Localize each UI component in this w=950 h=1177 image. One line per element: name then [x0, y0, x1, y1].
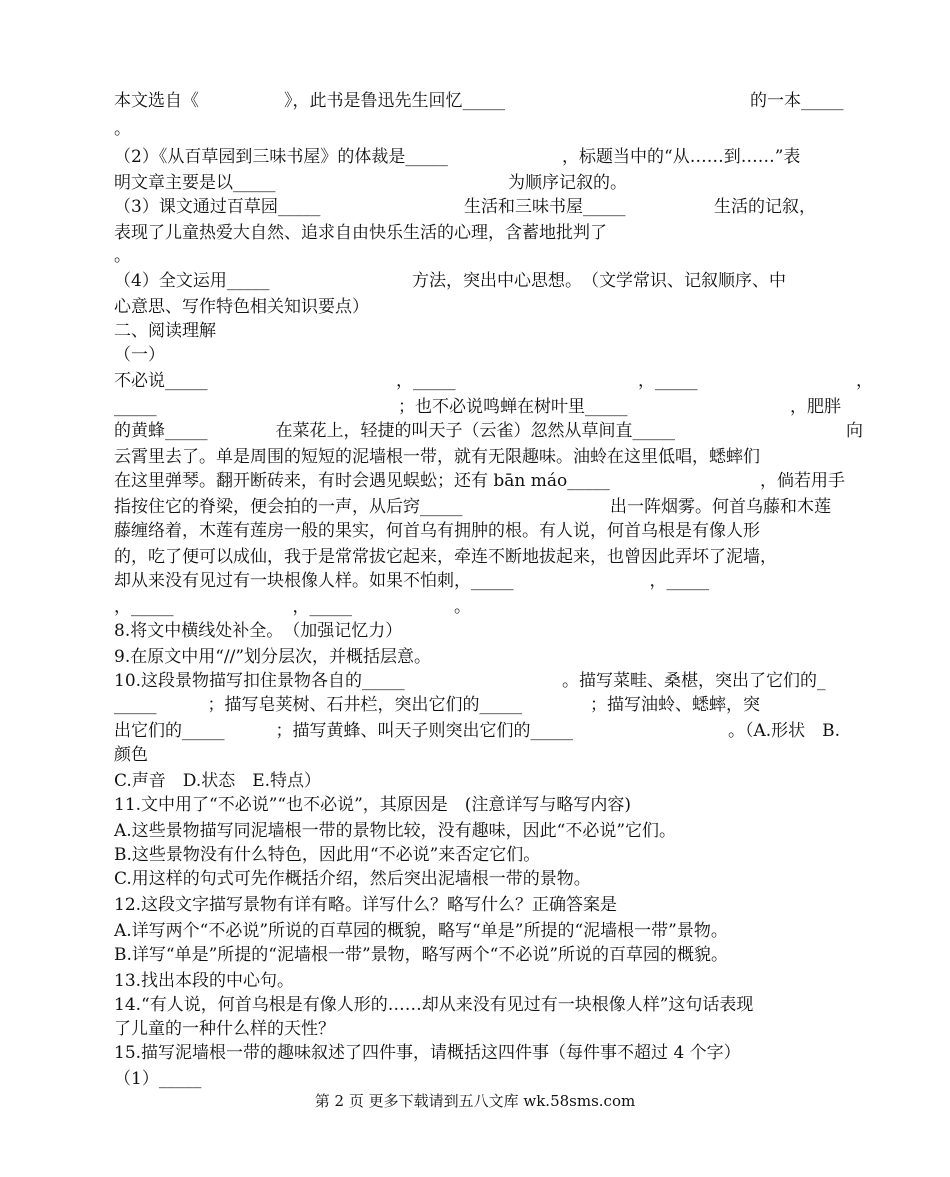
text-segment: B.详写“单是”所提的“泥墙根一带”景物，略写两个“不必说”所说的百草园的概貌。	[114, 945, 729, 965]
line-28	[114, 768, 862, 794]
line-5	[114, 194, 862, 220]
text-segment: 15.描写泥墙根一带的趣味叙述了四件事，请概括这四件事（每件事不超过 4 个字）	[114, 1043, 741, 1063]
text-segment: 明文章主要是以_____	[114, 173, 276, 193]
text-segment: 却从来没有见过有一块根像人样。如果不怕刺，_____ ，_____	[114, 571, 709, 591]
line-8	[114, 268, 862, 294]
text-segment: ，_____	[638, 371, 698, 391]
text-segment: 云霄里去了。单是周围的短短的泥墙根一带，就有无限趣味。油蛉在这里低唱，蟋蟀们	[114, 447, 760, 467]
line-4	[114, 170, 862, 196]
text-segment: 心意思、写作特色相关知识要点）	[114, 297, 369, 317]
text-segment: 。	[114, 119, 131, 139]
page-footer: 第 2 页 更多下载请到五八文库 wk.58sms.com	[314, 1092, 636, 1110]
heading-text: 二、阅读理解	[114, 321, 216, 341]
text-segment: 颜色	[114, 745, 148, 765]
line-12	[114, 368, 873, 394]
text-segment: 为顺序记叙的。	[508, 173, 627, 193]
text-segment: 。描写菜畦、桑椹，突出了它们的_	[562, 671, 826, 691]
text-segment: _____ ；描写皂荚树、石井栏，突出它们的_____ ；描写油蛉、蟋蟀，突	[114, 695, 760, 715]
line-29	[114, 792, 862, 818]
line-37	[114, 992, 862, 1018]
line-15	[114, 444, 862, 470]
text-segment: ，肥胖	[790, 397, 841, 417]
text-segment: 14.“有人说，何首乌根是有像人形的……却从来没有见过有一块根像人样”这句话表现	[114, 995, 754, 1015]
text-segment: 11.文中用了“不必说”“也不必说”，其原因是 (注意详写与略写内容)	[114, 795, 632, 815]
text-segment: 的，吃了便可以成仙，我于是常常拔它起来，牵连不断地拔起来，也曾因此弄坏了泥墙，	[114, 547, 777, 567]
text-segment: 指按住它的脊梁，便会拍的一声，从后窍_____	[114, 497, 463, 517]
line-23	[114, 644, 862, 670]
text-segment: A.这些景物描写同泥墙根一带的景物比较，没有趣味，因此“不必说”它们。	[114, 821, 677, 841]
text-segment: 10.这段景物描写扣住景物各自的_____	[114, 671, 405, 691]
text-segment: ，_____ ，_____ 。	[114, 597, 471, 617]
text-segment: 生活和三味书屋_____	[464, 197, 626, 217]
text-segment: 不必说_____	[114, 371, 208, 391]
line-20	[114, 568, 862, 594]
text-segment: ，倘若用手	[760, 471, 845, 491]
text-segment: 生活的记叙，	[714, 197, 816, 217]
line-30	[114, 818, 862, 844]
text-segment: 9.在原文中用“//”划分层次，并概括层意。	[114, 647, 432, 667]
text-segment: C.声音 D.状态 E.特点）	[114, 771, 322, 791]
text-segment: 。（A.形状 B.	[728, 721, 841, 741]
line-1	[114, 88, 862, 114]
line-9	[114, 294, 862, 320]
text-segment: 出一阵烟雾。何首乌藤和木莲	[610, 497, 831, 517]
text-segment: 的黄蜂_____ 在菜花上，轻捷的叫天子（云雀）忽然从草间直_____	[114, 421, 675, 441]
text-segment: C.用这样的句式可先作概括介绍，然后突出泥墙根一带的景物。	[114, 869, 591, 889]
line-38	[114, 1016, 862, 1042]
text-segment: 本文选自《 》，此书是鲁迅先生回忆_____	[114, 91, 505, 111]
text-segment: 。	[114, 246, 131, 266]
text-segment: 出它们的_____ ；描写黄蜂、叫天子则突出它们的_____	[114, 721, 573, 741]
line-25	[114, 692, 862, 718]
text-segment: 在这里弹琴。翻开断砖来，有时会遇见蜈蚣；还有 bān máo_____	[114, 471, 610, 491]
text-segment: ；也不必说鸣蝉在树叶里_____	[398, 397, 628, 417]
text-segment: （4）全文运用_____	[114, 271, 270, 291]
text-segment: A.详写两个“不必说”所说的百草园的概貌，略写“单是”所提的“泥墙根一带”景物。	[114, 921, 728, 941]
text-segment: 方法，突出中心思想。 （文学常识、记叙顺序、中	[412, 271, 786, 291]
line-7	[114, 243, 862, 269]
line-2	[114, 116, 862, 142]
line-36	[114, 968, 862, 994]
text-segment: B.这些景物没有什么特色，因此用“不必说”来否定它们。	[114, 845, 541, 865]
line-24	[114, 668, 862, 694]
text-segment: 12.这段文字描写景物有详有略。详写什么？略写什么？正确答案是	[114, 895, 618, 915]
text-segment: 藤缠络着，木莲有莲房一般的果实，何首乌有拥肿的根。有人说，何首乌根是有像人形	[114, 521, 760, 541]
line-31	[114, 842, 862, 868]
text-segment: （一）	[114, 345, 165, 365]
line-17	[114, 494, 862, 520]
line-27	[114, 742, 862, 768]
line-26	[114, 718, 862, 744]
line-21	[114, 594, 862, 620]
line-18	[114, 518, 862, 544]
line-19	[114, 544, 862, 570]
line-13	[114, 394, 862, 420]
line-16	[114, 468, 862, 494]
text-segment: （3）课文通过百草园_____	[114, 197, 321, 217]
line-11	[114, 342, 862, 368]
line-33	[114, 892, 862, 918]
text-segment: 向	[846, 421, 863, 441]
text-segment: ，	[856, 371, 873, 391]
text-segment: 表现了儿童热爱大自然、追求自由快乐生活的心理，含蓄地批判了	[114, 223, 607, 243]
text-segment: ，标题当中的“从……到……”表	[562, 147, 801, 167]
text-segment: 8.将文中横线处补全。 （加强记忆力）	[114, 621, 403, 641]
text-segment: _____	[114, 397, 157, 417]
section-heading	[114, 318, 862, 344]
line-32	[114, 866, 862, 892]
line-3	[114, 144, 862, 170]
line-34	[114, 918, 862, 944]
line-35	[114, 942, 862, 968]
text-segment: 的一本_____	[750, 91, 844, 111]
line-39	[114, 1040, 862, 1066]
text-segment: （2）《从百草园到三味书屋》的体裁是_____	[114, 147, 448, 167]
line-14	[114, 418, 862, 444]
text-segment: 了儿童的一种什么样的天性？	[114, 1019, 335, 1039]
text-segment: ，_____	[396, 371, 456, 391]
text-segment: （1）_____	[114, 1069, 202, 1089]
text-segment: 13.找出本段的中心句。	[114, 971, 295, 991]
line-22	[114, 618, 862, 644]
